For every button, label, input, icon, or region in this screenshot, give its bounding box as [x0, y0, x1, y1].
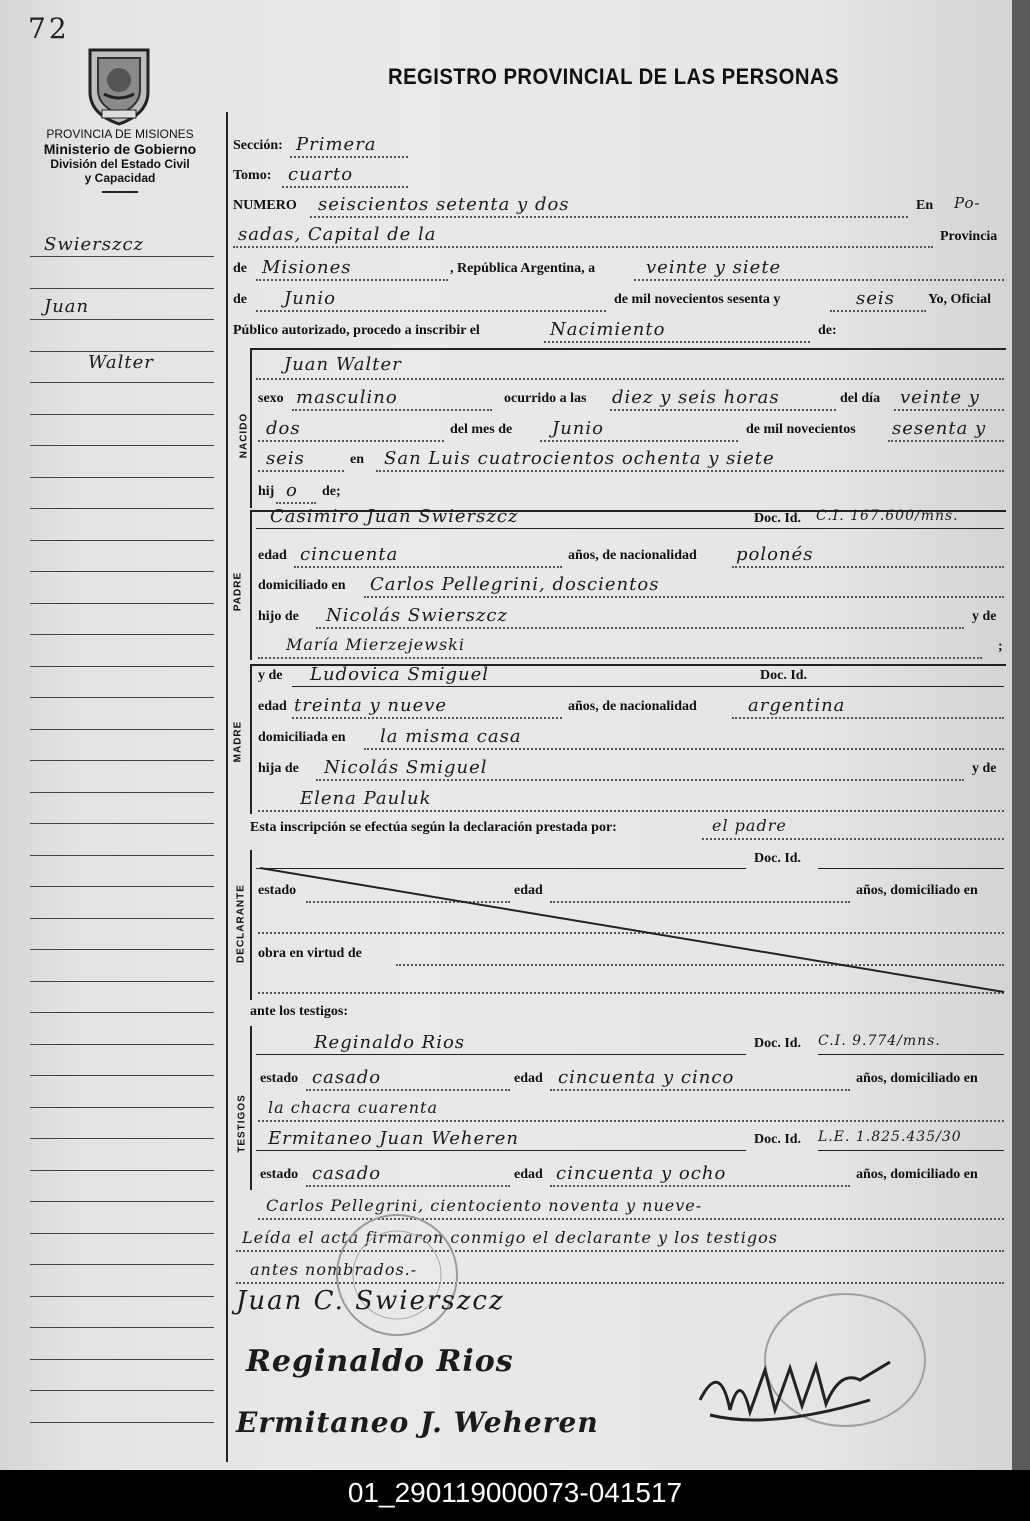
year-value: seis	[856, 288, 895, 309]
padre-nac-label: años, de nacionalidad	[568, 548, 697, 563]
rule	[732, 566, 1004, 568]
rule	[818, 1054, 1004, 1055]
day-value: veinte y siete	[646, 257, 782, 278]
margin-rule	[30, 918, 214, 919]
anio-value: sesenta y	[892, 418, 987, 439]
dia-label: del día	[840, 391, 881, 406]
rule	[376, 470, 1004, 472]
testigos-ante-label: ante los testigos:	[250, 1004, 348, 1019]
official-stamp-icon	[332, 1210, 462, 1340]
section-line	[250, 348, 1006, 350]
madre-edad-label: edad	[258, 699, 287, 714]
divider	[102, 191, 138, 193]
rule	[258, 440, 444, 442]
margin-rule	[30, 634, 214, 635]
rule	[258, 810, 1004, 812]
cancel-strike-line	[256, 866, 1008, 996]
anio2-value: seis	[266, 448, 305, 469]
margin-rule	[30, 1359, 214, 1360]
testigo1-edad-label: edad	[514, 1071, 543, 1086]
margin-surname: Swierszcz	[44, 234, 145, 255]
page-edge	[1012, 0, 1030, 1470]
mes-label: del mes de	[450, 422, 513, 437]
rule	[282, 186, 408, 188]
document-id-footer: 01_290119000073-041517	[0, 1470, 1030, 1521]
publico-label: Público autorizado, procedo a inscribir el	[233, 323, 480, 338]
padre-doc-label: Doc. Id.	[754, 511, 802, 526]
testigo1-dom-value: la chacra cuarenta	[268, 1098, 438, 1117]
madre-hija-label: hija de	[258, 761, 299, 776]
testigo1-doc-value: C.I. 9.774/mns.	[818, 1033, 941, 1049]
madre-doc-label: Doc. Id.	[760, 668, 808, 683]
rule	[256, 378, 1004, 380]
month-value: Junio	[284, 288, 336, 309]
closing-line-2: antes nombrados.-	[250, 1260, 418, 1279]
coat-of-arms-icon	[82, 44, 156, 126]
rule	[310, 216, 908, 218]
main-border	[226, 112, 228, 1462]
madre-madre-value: Elena Pauluk	[300, 788, 432, 809]
testigo2-edad-value: cincuenta y ocho	[556, 1163, 727, 1184]
declarante-anios-label: años, domiciliado en	[856, 883, 978, 898]
place-value: sadas, Capital de la	[238, 224, 437, 245]
testigo2-doc-label: Doc. Id.	[754, 1132, 802, 1147]
rule	[258, 1120, 1004, 1122]
margin-second-name: Walter	[88, 352, 154, 373]
rule	[634, 279, 1004, 281]
rule	[256, 279, 448, 281]
margin-rule	[30, 1422, 214, 1423]
de3-label: de:	[818, 323, 837, 338]
padre-edad-value: cincuenta	[300, 544, 399, 565]
margin-rule	[30, 886, 214, 887]
seccion-label: Sección:	[233, 138, 283, 153]
rule	[830, 310, 926, 312]
page-number: 72	[28, 12, 70, 45]
testigo1-estado-label: estado	[260, 1071, 299, 1086]
section-border	[250, 664, 252, 814]
margin-rule	[30, 1390, 214, 1391]
seccion-value: Primera	[296, 134, 377, 155]
signature-testigo-1: Reginaldo Rios	[246, 1344, 514, 1379]
margin-rule	[30, 729, 214, 730]
sexo-value: masculino	[296, 387, 398, 408]
padre-yde-label: y de	[972, 609, 997, 624]
section-border	[250, 1026, 252, 1190]
declarante-obra-label: obra en virtud de	[258, 946, 362, 961]
margin-rule	[30, 1170, 214, 1171]
madre-name: Ludovica Smiguel	[310, 664, 490, 685]
rule	[292, 686, 1004, 687]
mil-label: de mil novecientos sesenta y	[614, 292, 781, 307]
dia-value: veinte y	[900, 387, 980, 408]
rule	[610, 409, 836, 411]
margin-rule	[30, 981, 214, 982]
hij-label: hij	[258, 484, 275, 499]
division-name-2: y Capacidad	[84, 171, 156, 185]
margin-rule	[30, 319, 214, 320]
margin-rule	[30, 1044, 214, 1045]
margin-first-name: Juan	[44, 296, 90, 317]
margin-rule	[30, 1233, 214, 1234]
declarante-edad-label: edad	[514, 883, 543, 898]
testigos-label: TESTIGOS	[236, 1094, 248, 1153]
rule	[292, 717, 562, 719]
semicolon: ;	[998, 639, 1003, 654]
rule	[894, 409, 1004, 411]
testigo1-name: Reginaldo Rios	[314, 1032, 466, 1053]
declarante-estado-label: estado	[258, 883, 297, 898]
declaracion-label: Esta inscripción se efectúa según la declaración prestada por:	[250, 820, 617, 835]
division-name: División del Estado Civil	[50, 157, 190, 171]
testigo1-estado-value: casado	[312, 1067, 382, 1088]
rule	[316, 627, 964, 629]
republica-label: , República Argentina, a	[450, 261, 596, 276]
madre-label: MADRE	[232, 720, 244, 763]
margin-rule	[30, 1201, 214, 1202]
padre-dom-label: domiciliado en	[258, 578, 346, 593]
rule	[888, 440, 1004, 442]
hora-value: diez y seis horas	[612, 387, 780, 408]
madre-dom-label: domiciliada en	[258, 730, 346, 745]
margin-rule	[30, 508, 214, 509]
margin-rule	[30, 603, 214, 604]
margin-rule	[30, 288, 214, 289]
padre-madre-value: María Mierzejewski	[286, 635, 465, 654]
rule	[732, 717, 1004, 719]
margin-rule	[30, 792, 214, 793]
madre-nac-value: argentina	[748, 695, 846, 716]
madre-edad-value: treinta y nueve	[294, 695, 448, 716]
oficial-label: Yo, Oficial	[928, 292, 991, 307]
madre-hija-value: Nicolás Smiguel	[324, 757, 488, 778]
mil-label: de mil novecientos	[746, 422, 856, 437]
margin-rule	[30, 760, 214, 761]
padre-hijo-label: hijo de	[258, 609, 299, 624]
rule	[316, 779, 964, 781]
rule	[256, 310, 606, 312]
ministry-name: Ministerio de Gobierno	[43, 141, 197, 157]
rule	[256, 1150, 746, 1151]
rule	[276, 502, 316, 504]
padre-doc-value: C.I. 167.600/mns.	[816, 508, 959, 524]
padre-name: Casimiro Juan Swierszcz	[270, 506, 519, 527]
officer-signature-icon	[690, 1340, 920, 1440]
madre-yde2-label: y de	[972, 761, 997, 776]
de2-label: de	[233, 292, 247, 307]
rule	[292, 409, 492, 411]
de-value: Misiones	[262, 257, 352, 278]
rule	[550, 1185, 850, 1187]
margin-rule	[30, 666, 214, 667]
margin-rule	[30, 1138, 214, 1139]
testigo2-dom-value: Carlos Pellegrini, cientociento noventa y nueve-	[266, 1196, 703, 1215]
madre-yde-label: y de	[258, 668, 283, 683]
nacido-name: Juan Walter	[284, 354, 402, 375]
testigo2-estado-label: estado	[260, 1167, 299, 1182]
margin-rule	[30, 477, 214, 478]
margin-rule	[30, 382, 214, 383]
closing-line-1: Leída el acta firmaron conmigo el declarante y los testigos	[242, 1228, 778, 1247]
ocurrido-label: ocurrido a las	[504, 391, 587, 406]
document-title: REGISTRO PROVINCIAL DE LAS PERSONAS	[388, 64, 839, 89]
margin-rule	[30, 1075, 214, 1076]
rule	[550, 1089, 850, 1091]
hij-value: o	[286, 480, 298, 501]
testigo2-name: Ermitaneo Juan Weheren	[268, 1128, 519, 1149]
numero-value: seiscientos setenta y dos	[318, 194, 570, 215]
margin-rule	[30, 949, 214, 950]
margin-rule	[30, 1264, 214, 1265]
tomo-label: Tomo:	[233, 168, 272, 183]
margin-rule	[30, 414, 214, 415]
numero-label: NUMERO	[233, 198, 297, 213]
margin-rule	[30, 1296, 214, 1297]
rule	[256, 1054, 746, 1055]
testigo1-doc-label: Doc. Id.	[754, 1036, 802, 1051]
rule	[258, 657, 982, 659]
margin-rule	[30, 1012, 214, 1013]
en-label: En	[916, 198, 934, 213]
padre-hijo-value: Nicolás Swierszcz	[326, 605, 508, 626]
rule	[818, 1150, 1004, 1151]
lugar-value: San Luis cuatrocientos ochenta y siete	[384, 448, 775, 469]
margin-rule	[30, 697, 214, 698]
de-label: de;	[322, 484, 341, 499]
nacido-label: NACIDO	[238, 412, 250, 459]
margin-rule	[30, 445, 214, 446]
rule	[233, 246, 933, 248]
testigo2-anios-label: años, domiciliado en	[856, 1167, 978, 1182]
rule	[256, 528, 1004, 529]
padre-label: PADRE	[232, 571, 244, 612]
ministry-block	[20, 127, 220, 193]
signature-declarante: Juan C. Swierszcz	[236, 1286, 505, 1316]
signature-testigo-2: Ermitaneo J. Weheren	[236, 1406, 599, 1439]
testigo1-anios-label: años, domiciliado en	[856, 1071, 978, 1086]
padre-nac-value: polonés	[736, 544, 814, 565]
rule	[364, 748, 1004, 750]
testigo2-edad-label: edad	[514, 1167, 543, 1182]
rule	[364, 596, 1004, 598]
rule	[540, 440, 738, 442]
declarante-label: DECLARANTE	[235, 884, 247, 963]
acto-value: Nacimiento	[550, 319, 666, 340]
rule	[294, 566, 562, 568]
margin-rule	[30, 1327, 214, 1328]
declarante-doc-label: Doc. Id.	[754, 851, 802, 866]
en-label: en	[350, 452, 364, 467]
padre-dom-value: Carlos Pellegrini, doscientos	[370, 574, 660, 595]
declaracion-value: el padre	[712, 816, 787, 835]
section-border	[250, 850, 252, 1000]
rule	[702, 838, 1004, 840]
section-border	[250, 510, 252, 660]
padre-edad-label: edad	[258, 548, 287, 563]
madre-nac-label: años, de nacionalidad	[568, 699, 697, 714]
section-border	[250, 348, 252, 508]
testigo2-doc-value: L.E. 1.825.435/30	[818, 1129, 962, 1145]
rule	[544, 341, 810, 343]
testigo1-edad-value: cincuenta y cinco	[558, 1067, 735, 1088]
rule	[258, 470, 344, 472]
margin-rule	[30, 540, 214, 541]
province-name: PROVINCIA DE MISIONES	[46, 127, 194, 141]
rule	[290, 156, 408, 158]
margin-rule	[30, 571, 214, 572]
rule	[306, 1185, 510, 1187]
mes-value: Junio	[552, 418, 604, 439]
margin-rule	[30, 855, 214, 856]
testigo2-estado-value: casado	[312, 1163, 382, 1184]
de-label: de	[233, 261, 247, 276]
sexo-label: sexo	[258, 391, 284, 406]
margin-rule	[30, 823, 214, 824]
margin-rule	[30, 256, 214, 257]
en-value: Po-	[954, 194, 981, 212]
madre-dom-value: la misma casa	[380, 726, 522, 747]
rule	[306, 1089, 510, 1091]
margin-rule	[30, 1107, 214, 1108]
tomo-value: cuarto	[288, 164, 354, 185]
dia2-value: dos	[266, 418, 301, 439]
provincia-label: Provincia	[940, 229, 998, 244]
